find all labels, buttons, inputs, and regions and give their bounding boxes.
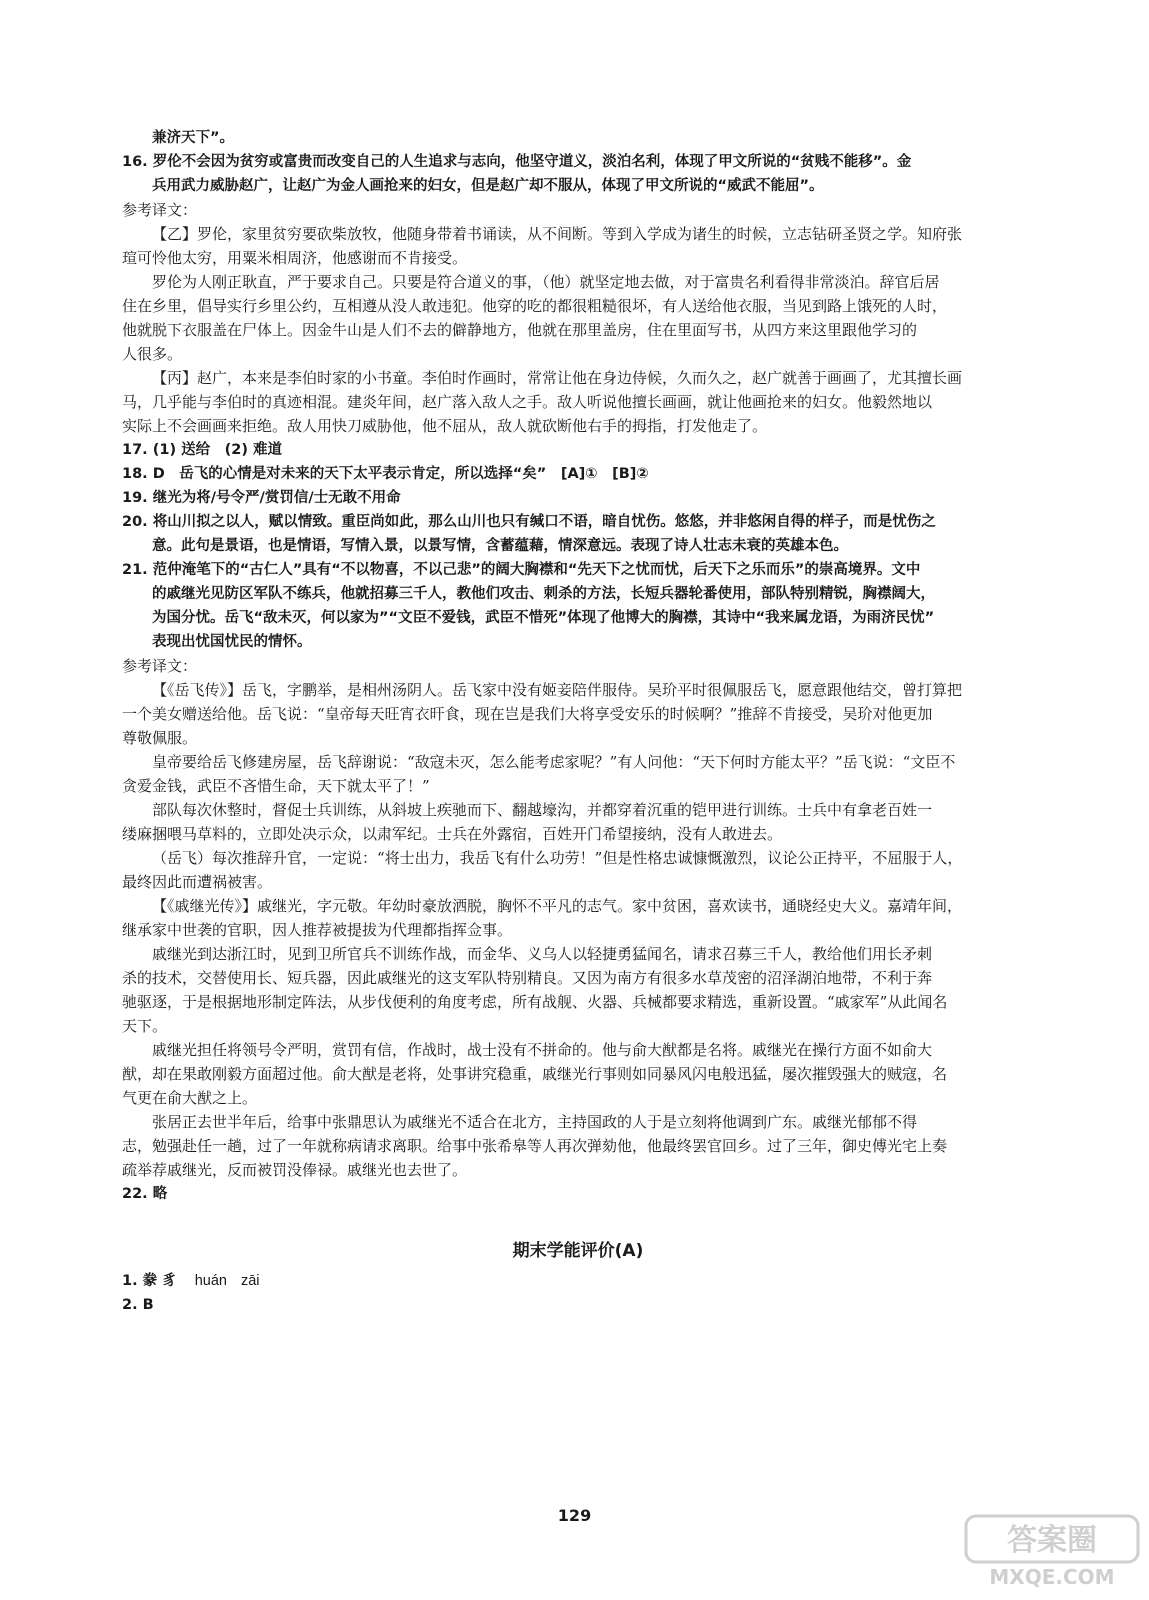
text-line: 参考译文： (122, 657, 198, 675)
text-line: 部队每次休整时，督促士兵训练，从斜坡上疾驰而下、翻越壕沟，并都穿着沉重的铠甲进行训练。士兵中有拿老百姓一 (152, 801, 933, 819)
text-line: 尊敬佩服。 (122, 729, 198, 747)
text-line: 意。此句是景语，也是情语，写情入景，以景写情，含蓄蕴藉，情深意远。表现了诗人壮志未衰的英雄本色。 (152, 538, 848, 554)
text-line: 瑄可怜他太穷，用粟米相周济，他感谢而不肯接受。 (122, 249, 468, 267)
answer-number: 1. 豢 豸 (122, 1273, 177, 1289)
text-line: 最终因此而遭祸被害。 (122, 873, 273, 891)
document-body (122, 126, 1034, 1317)
text-line: 住在乡里，倡导实行乡里公约，互相遵从没人敢违犯。他穿的吃的都很粗糙很坏，有人送给他衣服，当见到路上饿死的人时， (122, 297, 948, 315)
text-line: 的戚继光见防区军队不练兵，他就招募三千人，教他们攻击、刺杀的方法，长短兵器轮番使用，部队特别精锐，胸襟阔大， (152, 586, 935, 602)
text-line: （岳飞）每次推辞升官，一定说：“将士出力，我岳飞有什么功劳！”但是性格忠诚慷慨激烈，议论公正持平，不屈服于人， (152, 849, 963, 867)
text-line: 兵用武力威胁赵广，让赵广为金人画抢来的妇女，但是赵广却不服从，体现了甲文所说的“威武不能屈”。 (152, 178, 824, 194)
text-line: 他就脱下衣服盖在尸体上。因金牛山是人们不去的僻静地方，他就在那里盖房，住在里面写书，从四方来这里跟他学习的 (122, 321, 918, 339)
text-line: 22. 略 (122, 1186, 168, 1202)
answer-pinyin: huán zāi (194, 1273, 260, 1289)
text-line: 参考译文： (122, 201, 198, 219)
text-line: 气更在俞大猷之上。 (122, 1089, 258, 1107)
text-line: 缕麻捆喂马草料的，立即处决示众，以肃军纪。士兵在外露宿，百姓开门希望接纳，没有人敢进去。 (122, 825, 783, 843)
text-line: 19. 继光为将/号令严/赏罚信/士无敢不用命 (122, 490, 401, 506)
answer-line (122, 1293, 1034, 1317)
text-line: 【《岳飞传》】岳飞，字鹏举，是相州汤阴人。岳飞家中没有姬妾陪伴服侍。吴玠平时很佩服岳飞，愿意跟他结交，曾打算把 (152, 681, 963, 699)
answer-line (122, 1269, 1034, 1293)
section-title: 期末学能评价(A) (512, 1241, 644, 1261)
text-line: 疏举荐戚继光，反而被罚没俸禄。戚继光也去世了。 (122, 1161, 468, 1179)
text-line: 皇帝要给岳飞修建房屋，岳飞辞谢说：“敌寇未灭，怎么能考虑家呢？”有人问他：“天下何时方能太平？”岳飞说：“文臣不 (152, 753, 956, 771)
text-line: 一个美女赠送给他。岳飞说：“皇帝每天旺宵衣旰食，现在岂是我们大将享受安乐的时候啊？”推辞不肯接受，吴玠对他更加 (122, 705, 933, 723)
text-line: 18. D 岳飞的心情是对未来的天下太平表示肯定，所以选择“矣” [A]① [B]② (122, 466, 649, 482)
text-line: 戚继光到达浙江时，见到卫所官兵不训练作战，而金华、义乌人以轻捷勇猛闻名，请求召募三千人，教给他们用长矛刺 (152, 945, 933, 963)
text-line: 【乙】罗伦，家里贫穷要砍柴放牧，他随身带着书诵读，从不间断。等到入学成为诸生的时候，立志钻研圣贤之学。知府张 (152, 225, 963, 243)
text-line: 天下。 (122, 1017, 168, 1035)
text-line: 人很多。 (122, 345, 183, 363)
text-line: 罗伦为人刚正耿直，严于要求自己。只要是符合道义的事，（他）就坚定地去做，对于富贵名利看得非常淡泊。辞官后居 (152, 273, 940, 291)
text-line: 实际上不会画画来拒绝。敌人用快刀威胁他，他不屈从，敌人就砍断他右手的拇指，打发他走了。 (122, 417, 768, 435)
text-line: 戚继光担任将领号令严明，赏罚有信，作战时，战士没有不拼命的。他与俞大猷都是名将。戚继光在操行方面不如俞大 (152, 1041, 933, 1059)
text-line: 马，几乎能与李伯时的真迹相混。建炎年间，赵广落入敌人之手。敌人听说他擅长画画，就让他画抢来的妇女。他毅然地以 (122, 393, 933, 411)
text-line: 为国分忧。岳飞“敌未灭，何以家为”“文臣不爱钱，武臣不惜死”体现了他博大的胸襟，其诗中“我来属龙语，为雨济民忧” (152, 610, 935, 626)
watermark-en: MXQE.COM (989, 1565, 1115, 1589)
answer-number: 2. B (122, 1297, 154, 1313)
watermark-cn: 答案圈 (1007, 1523, 1097, 1558)
text-line: 20. 将山川拟之以人，赋以情致。重臣尚如此，那么山川也只有缄口不语，暗自忧伤。悠悠，并非悠闲自得的样子，而是忧伤之 (122, 514, 936, 530)
text-line: 兼济天下”。 (152, 130, 235, 146)
text-line: 继承家中世袭的官职，因人推荐被提拔为代理都指挥佥事。 (122, 921, 513, 939)
text-line: 21. 范仲淹笔下的“古仁人”具有“不以物喜，不以己悲”的阔大胸襟和“先天下之忧而忧，后天下之乐而乐”的崇高境界。文中 (122, 562, 921, 578)
text-line: 贪爱金钱，武臣不吝惜生命，天下就太平了！” (122, 777, 430, 795)
text-line: 【丙】赵广，本来是李伯时家的小书童。李伯时作画时，常常让他在身边侍候，久而久之，赵广就善于画画了，尤其擅长画 (152, 369, 963, 387)
page-number: 129 (557, 1506, 592, 1525)
text-line: 【《戚继光传》】戚继光，字元敬。年幼时豪放洒脱，胸怀不平凡的志气。家中贫困，喜欢读书，通晓经史大义。嘉靖年间， (152, 897, 963, 915)
text-line: 表现出忧国忧民的情怀。 (152, 634, 312, 650)
text-line: 驰驱逐，于是根据地形制定阵法，从步伐便利的角度考虑，所有战舰、火器、兵械都要求精选，重新设置。“戚家军”从此闻名 (122, 993, 948, 1011)
text-line: 杀的技术，交替使用长、短兵器，因此戚继光的这支军队特别精良。又因为南方有很多水草茂密的沼泽湖泊地带，不利于奔 (122, 969, 933, 987)
text-line: 16. 罗伦不会因为贫穷或富贵而改变自己的人生追求与志向，他坚守道义，淡泊名利，体现了甲文所说的“贫贱不能移”。金 (122, 154, 912, 170)
text-line: 17. (1) 送给 (2) 难道 (122, 442, 283, 458)
text-line: 猷，却在果敢刚毅方面超过他。俞大猷是老将，处事讲究稳重，戚继光行事则如同暴风闪电般迅猛，屡次摧毁强大的贼寇，名 (122, 1065, 948, 1083)
text-line: 张居正去世半年后，给事中张鼎思认为戚继光不适合在北方，主持国政的人于是立刻将他调到广东。戚继光郁郁不得 (152, 1113, 918, 1131)
watermark-logo (962, 1512, 1142, 1592)
text-line: 志，勉强赴任一趟，过了一年就称病请求离职。给事中张希皋等人再次弹劾他，他最终罢官回乡。过了三年，御史傅光宅上奏 (122, 1137, 948, 1155)
